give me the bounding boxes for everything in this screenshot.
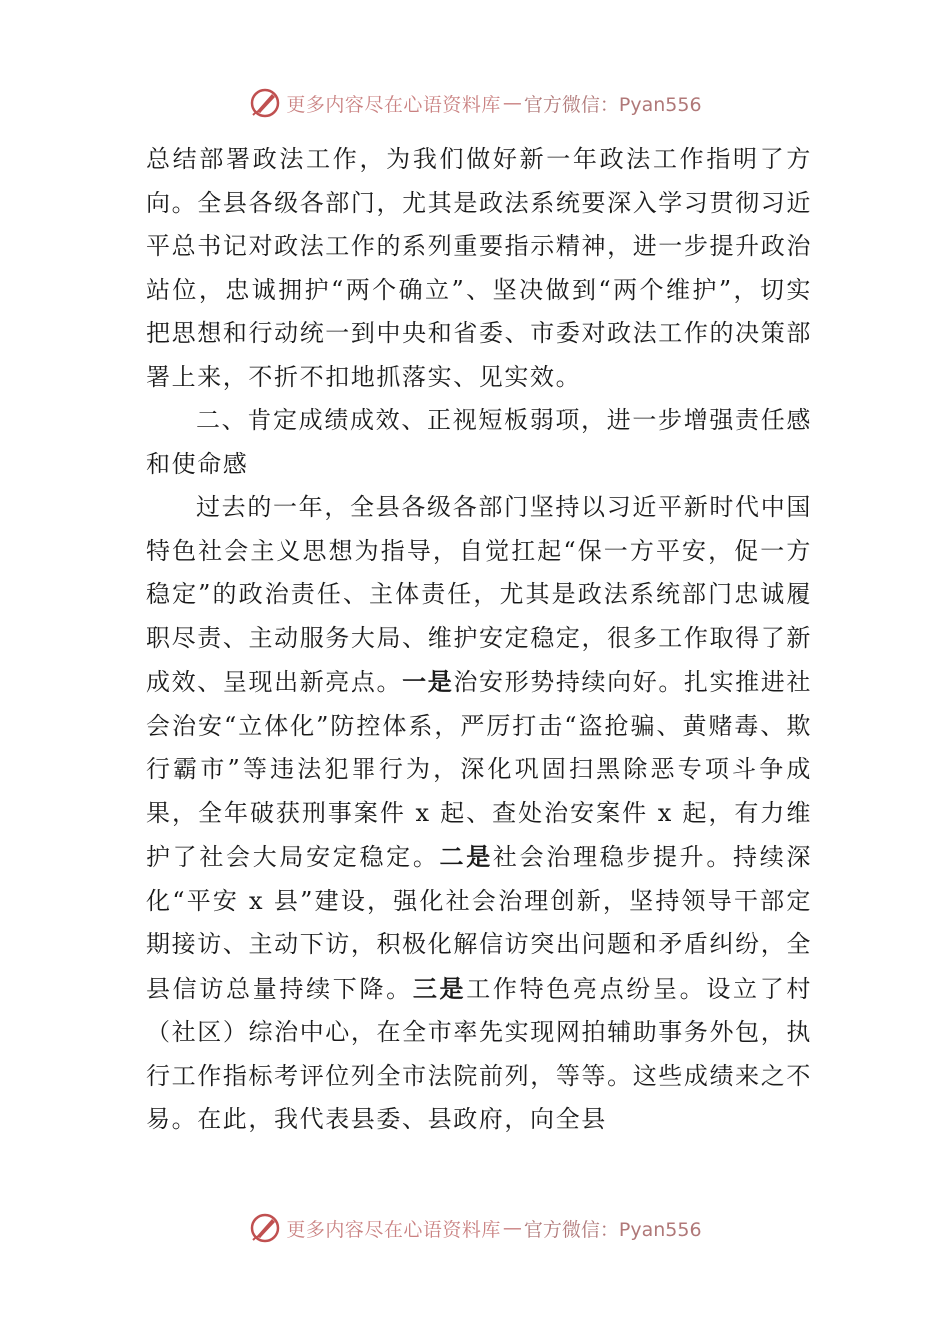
watermark-footer <box>0 1208 950 1248</box>
watermark-wechat: 官方微信：Pyan556 <box>523 93 702 116</box>
watermark-separator: — <box>502 1217 522 1239</box>
paragraph-text: 过去的一年，全县各级各部门坚持以习近平新时代中国特色社会主义思想为指导，自觉扛起“保一方平安，促一方稳定”的政治责任、主体责任，尤其是政法系统部门忠诚履职尽责、主动服务大局、维护安定稳定，很多工作取得了新成效、呈现出新亮点。 <box>146 493 812 696</box>
watermark-text: 更多内容尽在心语资料库 <box>286 1218 501 1241</box>
paragraph-text: 总结部署政法工作，为我们做好新一年政法工作指明了方向。全县各级各部门，尤其是政法系统要深入学习贯彻习近平总书记对政法工作的系列重要指示精神，进一步提升政治站位，忠诚拥护“两个确立”、坚决做到“两个维护”，切实把思想和行动统一到中央和省委、市委对政法工作的决策部署上来，不折不扣地抓落实、见实效。 <box>146 145 812 391</box>
paragraph <box>146 486 812 1142</box>
bold-marker: 三是 <box>412 973 467 1003</box>
watermark-text: 更多内容尽在心语资料库 <box>286 93 501 116</box>
pen-logo-icon <box>248 86 282 120</box>
bold-marker: 一是 <box>402 667 454 696</box>
bold-marker: 二是 <box>439 842 493 871</box>
paragraph-text: 工作特色亮点纷呈。设立了村（社区）综治中心，在全市率先实现网拍辅助事务外包，执行工作指标考评位列全市法院前列，等等。这些成绩来之不易。在此，我代表县委、县政府，向全县 <box>146 974 812 1133</box>
watermark-wechat: 官方微信：Pyan556 <box>523 1218 702 1241</box>
paragraph-text: 二、肯定成绩成效、正视短板弱项，进一步增强责任感和使命感 <box>146 406 812 478</box>
pen-logo-icon <box>248 1211 282 1245</box>
watermark-header <box>0 83 950 123</box>
paragraph-text: 社会治理稳步提升。持续深化“平安 x 县”建设，强化社会治理创新，坚持领导干部定期接访、主动下访，积极化解信访突出问题和矛盾纠纷，全县信访总量持续下降。 <box>146 843 812 1003</box>
document-body <box>146 138 812 1142</box>
paragraph <box>146 399 812 486</box>
paragraph-text: 治安形势持续向好。扎实推进社会治安“立体化”防控体系，严厉打击“盗抢骗、黄赌毒、欺行霸市”等违法犯罪行为，深化巩固扫黑除恶专项斗争成果，全年破获刑事案件 x 起、查处治安案件 x 起，有力维护了社会大局安定稳定。 <box>146 668 812 871</box>
watermark-separator: — <box>502 92 522 114</box>
paragraph <box>146 138 812 399</box>
